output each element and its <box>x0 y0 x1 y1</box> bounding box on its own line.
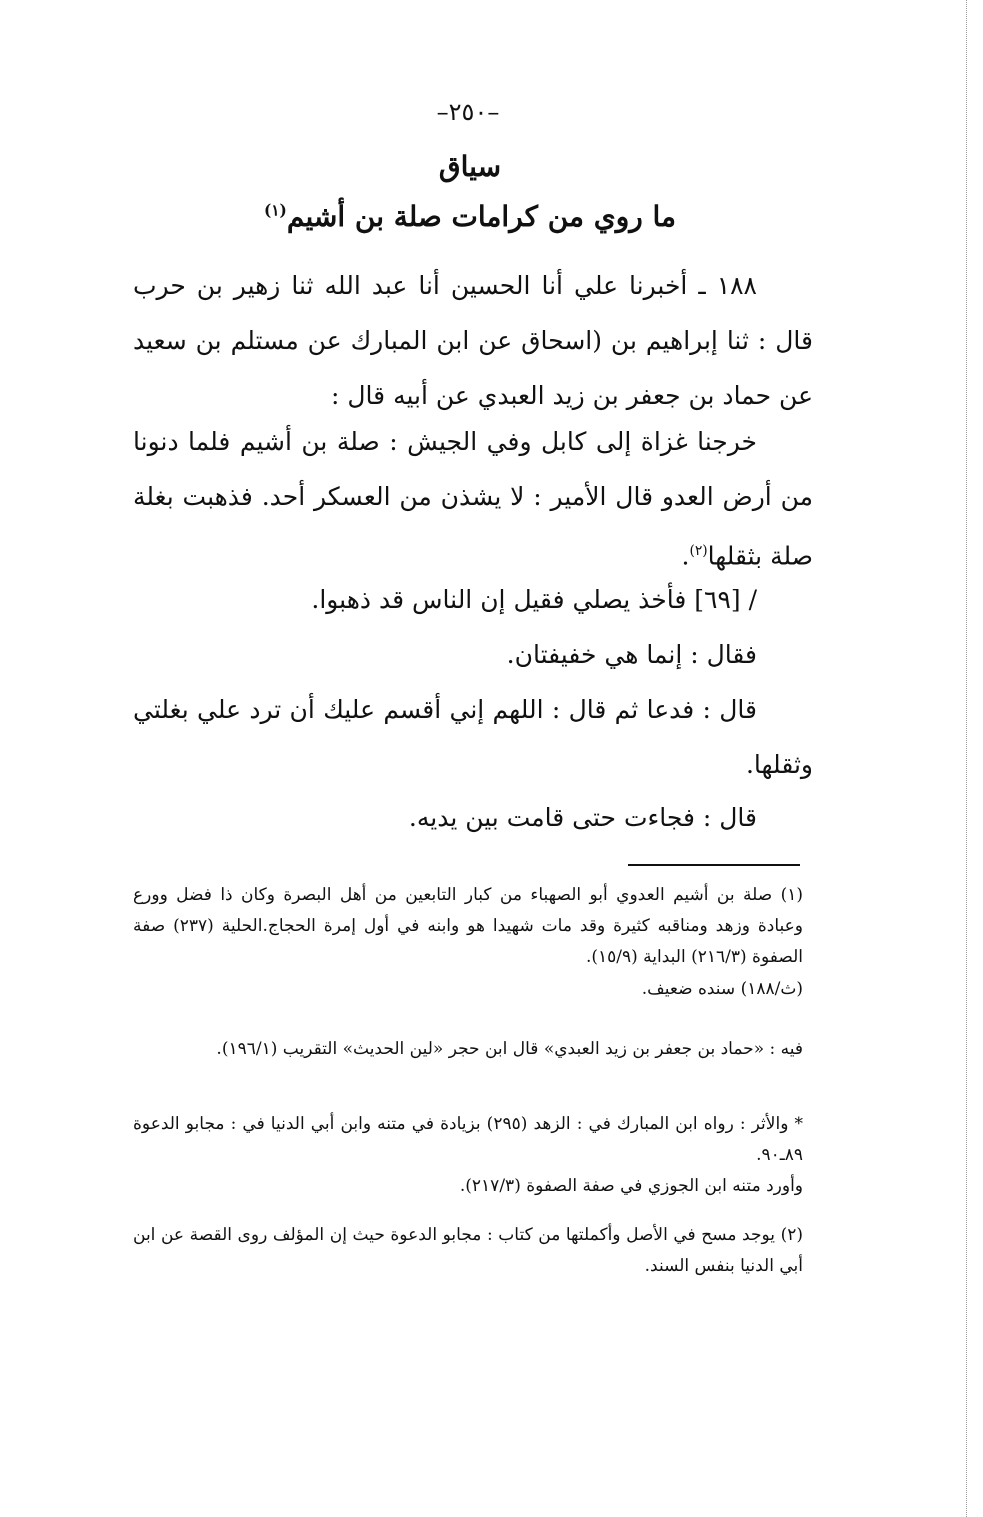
paragraph-reply <box>133 627 813 682</box>
footnote-1-text: صلة بن أشيم العدوي أبو الصهباء من كبار التابعين من أهل البصرة وكان ذا فضل وورع وعبادة وزهد ومناقبه كثيرة وقد مات شهيدا هو وابنه في أول إمرة الحجاج.الحلية (٢٣٧) صفة الصفوة (٢١٦/٣) البداية (١٥/٩). <box>133 885 803 967</box>
footnote-source-marker: (ث/١٨٨) <box>740 979 803 999</box>
footnote-source <box>133 974 803 1005</box>
section-heading: سياق <box>438 150 502 183</box>
page-number: –٢٥٠– <box>436 98 500 126</box>
section-title-text: ما روي من كرامات صلة بن أشيم <box>286 200 677 233</box>
footnote-2 <box>133 1220 803 1282</box>
footnote-ref-1: (١) <box>263 201 287 220</box>
footnote-awrad-note: وأورد متنه ابن الجوزي في صفة الصفوة (٢١٧/٣). <box>459 1176 803 1196</box>
footnote-narrator-note: فيه : «حماد بن جعفر بن زيد العبدي» قال ابن حجر «لين الحديث» التقريب (١٩٦/١). <box>216 1039 803 1059</box>
paragraph-story-body: خرجنا غزاة إلى كابل وفي الجيش : صلة بن أشيم فلما دنونا من أرض العدو قال الأمير : لا يشذن من العسكر أحد. فذهبت بغلة صلة بثقلها <box>133 427 813 571</box>
paragraph-return <box>133 790 813 845</box>
paragraph-supplication-text: قال : فدعا ثم قال : اللهم إني أقسم عليك أن ترد علي بغلتي وثقلها. <box>133 695 813 779</box>
footnote-1-marker: (١) <box>780 885 804 905</box>
footnote-ref-2: (٢) <box>689 543 708 559</box>
paragraph-story-text <box>133 414 813 583</box>
paragraph-story-end: . <box>681 541 690 571</box>
paragraph-story <box>133 414 813 583</box>
footnote-2-text: يوجد مسح في الأصل وأكملتها من كتاب : مجابو الدعوة حيث إن المؤلف روى القصة عن ابن أبي الدنيا بنفس السند. <box>133 1225 803 1276</box>
paragraph-return-text: قال : فجاءت حتى قامت بين يديه. <box>408 803 757 832</box>
paragraph-supplication <box>133 682 813 792</box>
paragraph-prayer-text: / [٦٩] فأخذ يصلي فقيل إن الناس قد ذهبوا. <box>311 585 757 614</box>
footnote-2-marker: (٢) <box>780 1225 804 1245</box>
footnote-athar-note: * والأثر : رواه ابن المبارك في : الزهد (٢٩٥) بزيادة في متنه وابن أبي الدنيا في : مجابو الدعوة ٨٩ـ٩٠. <box>133 1114 804 1165</box>
section-title <box>130 200 810 233</box>
footnote-separator <box>628 864 800 866</box>
footnote-1 <box>133 880 803 973</box>
scan-edge-line <box>966 0 967 1517</box>
paragraph-isnad-text: ١٨٨ ـ أخبرنا علي أنا الحسين أنا عبد الله ثنا زهير بن حرب قال : ثنا إبراهيم بن (اسحاق عن ابن المبارك عن مستلم بن سعيد عن حماد بن جعفر بن زيد العبدي عن أبيه قال : <box>133 271 813 410</box>
paragraph-isnad <box>133 258 813 423</box>
footnote-source-text: سنده ضعيف. <box>641 979 736 999</box>
paragraph-prayer <box>133 572 813 627</box>
paragraph-reply-text: فقال : إنما هي خفيفتان. <box>506 640 757 669</box>
